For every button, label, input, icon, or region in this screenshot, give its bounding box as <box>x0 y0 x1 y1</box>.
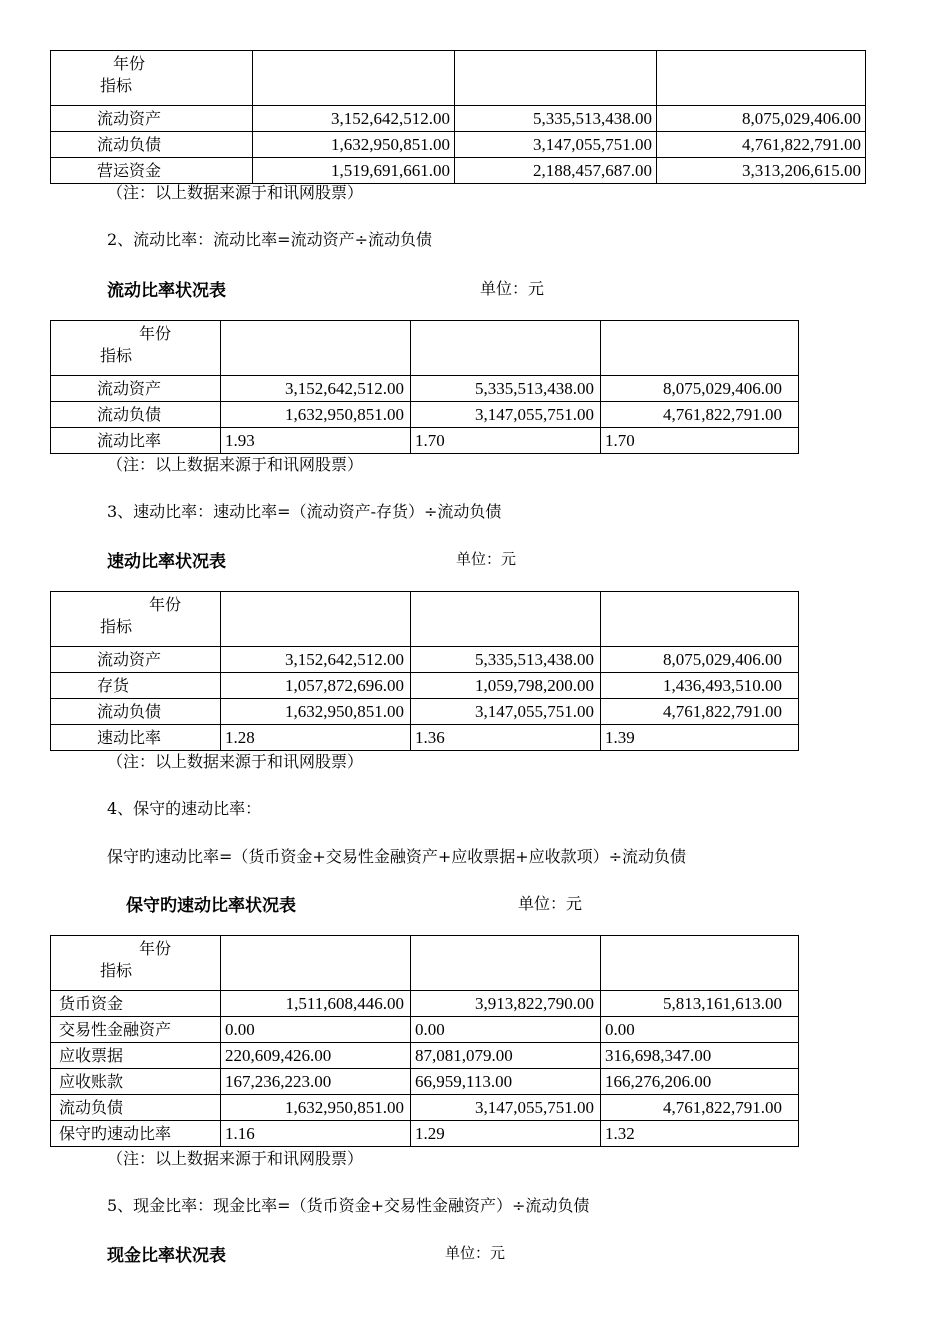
value-cell: 8,075,029,406.00 <box>601 376 799 402</box>
conservative-quick-ratio-table <box>50 935 799 1147</box>
empty-year-cell <box>221 321 411 376</box>
table-row <box>51 402 799 428</box>
table-row <box>51 376 799 402</box>
empty-year-cell <box>411 936 601 991</box>
value-cell: 3,152,642,512.00 <box>253 106 455 132</box>
value-cell: 4,761,822,791.00 <box>601 1095 799 1121</box>
value-cell: 1,632,950,851.00 <box>221 402 411 428</box>
row-label: 流动比率 <box>51 428 221 454</box>
empty-year-cell <box>601 321 799 376</box>
source-note: （注：以上数据来源于和讯网股票） <box>107 455 364 474</box>
value-cell: 5,335,513,438.00 <box>455 106 657 132</box>
value-cell: 1.70 <box>411 428 601 454</box>
unit-label: 单位：元 <box>445 1244 506 1262</box>
value-cell: 1.32 <box>601 1121 799 1147</box>
indicator-label: 指标 <box>100 76 133 95</box>
value-cell: 0.00 <box>601 1017 799 1043</box>
table-row <box>51 991 799 1017</box>
row-label: 营运资金 <box>51 158 253 184</box>
current-ratio-table <box>50 320 799 454</box>
empty-year-cell <box>221 936 411 991</box>
row-label: 应收票据 <box>51 1043 221 1069</box>
value-cell: 1,632,950,851.00 <box>221 699 411 725</box>
cash-ratio-table-title: 现金比率状况表 <box>107 1246 226 1266</box>
year-label: 年份 <box>139 324 172 343</box>
empty-year-cell <box>657 51 866 106</box>
value-cell: 1.28 <box>221 725 411 751</box>
value-cell: 5,335,513,438.00 <box>411 647 601 673</box>
value-cell: 4,761,822,791.00 <box>601 402 799 428</box>
value-cell: 2,188,457,687.00 <box>455 158 657 184</box>
row-label: 流动资产 <box>51 376 221 402</box>
quick-ratio-table-title: 速动比率状况表 <box>107 552 226 572</box>
value-cell: 8,075,029,406.00 <box>601 647 799 673</box>
value-cell: 166,276,206.00 <box>601 1069 799 1095</box>
table-row <box>51 428 799 454</box>
row-label: 流动负债 <box>51 132 253 158</box>
header-cell <box>51 321 221 376</box>
cash-ratio-formula: 5、现金比率：现金比率=（货币资金+交易性金融资产）÷流动负债 <box>107 1196 590 1215</box>
current-ratio-table-title: 流动比率状况表 <box>107 281 226 301</box>
value-cell: 3,313,206,615.00 <box>657 158 866 184</box>
value-cell: 1,059,798,200.00 <box>411 673 601 699</box>
header-cell <box>51 936 221 991</box>
value-cell: 4,761,822,791.00 <box>601 699 799 725</box>
value-cell: 87,081,079.00 <box>411 1043 601 1069</box>
source-note: （注：以上数据来源于和讯网股票） <box>107 752 364 771</box>
row-label: 应收账款 <box>51 1069 221 1095</box>
table-row <box>51 725 799 751</box>
indicator-label: 指标 <box>100 961 133 980</box>
value-cell: 1,632,950,851.00 <box>221 1095 411 1121</box>
value-cell: 8,075,029,406.00 <box>657 106 866 132</box>
value-cell: 1.70 <box>601 428 799 454</box>
row-label: 流动资产 <box>51 647 221 673</box>
value-cell: 3,147,055,751.00 <box>411 1095 601 1121</box>
value-cell: 0.00 <box>221 1017 411 1043</box>
year-label: 年份 <box>139 939 172 958</box>
empty-year-cell <box>601 592 799 647</box>
value-cell: 1,057,872,696.00 <box>221 673 411 699</box>
value-cell: 220,609,426.00 <box>221 1043 411 1069</box>
value-cell: 3,913,822,790.00 <box>411 991 601 1017</box>
value-cell: 0.00 <box>411 1017 601 1043</box>
value-cell: 1,632,950,851.00 <box>253 132 455 158</box>
conservative-quick-ratio-heading: 4、保守的速动比率： <box>107 799 262 818</box>
conservative-quick-ratio-table-title: 保守旳速动比率状况表 <box>126 896 296 916</box>
indicator-label: 指标 <box>100 346 133 365</box>
value-cell: 316,698,347.00 <box>601 1043 799 1069</box>
indicator-label: 指标 <box>100 617 133 636</box>
value-cell: 1.93 <box>221 428 411 454</box>
table-row <box>51 1017 799 1043</box>
value-cell: 167,236,223.00 <box>221 1069 411 1095</box>
value-cell: 4,761,822,791.00 <box>657 132 866 158</box>
row-label: 货币资金 <box>51 991 221 1017</box>
header-cell <box>51 592 221 647</box>
quick-ratio-formula: 3、速动比率：速动比率=（流动资产-存货）÷流动负债 <box>107 502 502 521</box>
unit-label: 单位：元 <box>480 279 545 298</box>
unit-label: 单位：元 <box>456 550 517 568</box>
conservative-quick-ratio-formula: 保守旳速动比率=（货币资金+交易性金融资产+应收票据+应收款项）÷流动负债 <box>107 847 687 866</box>
table-row <box>51 106 866 132</box>
source-note: （注：以上数据来源于和讯网股票） <box>107 183 364 202</box>
source-note: （注：以上数据来源于和讯网股票） <box>107 1149 364 1168</box>
value-cell: 5,813,161,613.00 <box>601 991 799 1017</box>
table-row <box>51 699 799 725</box>
empty-year-cell <box>411 321 601 376</box>
year-label: 年份 <box>149 595 182 614</box>
current-ratio-formula: 2、流动比率：流动比率=流动资产÷流动负债 <box>107 230 432 249</box>
empty-year-cell <box>411 592 601 647</box>
value-cell: 1.36 <box>411 725 601 751</box>
value-cell: 3,147,055,751.00 <box>411 402 601 428</box>
table-row <box>51 1121 799 1147</box>
row-label: 流动负债 <box>51 699 221 725</box>
quick-ratio-table <box>50 591 799 751</box>
table-row <box>51 132 866 158</box>
row-label: 保守旳速动比率 <box>51 1121 221 1147</box>
value-cell: 5,335,513,438.00 <box>411 376 601 402</box>
empty-year-cell <box>601 936 799 991</box>
value-cell: 3,152,642,512.00 <box>221 376 411 402</box>
row-label: 速动比率 <box>51 725 221 751</box>
table-row <box>51 1043 799 1069</box>
row-label: 流动负债 <box>51 1095 221 1121</box>
value-cell: 66,959,113.00 <box>411 1069 601 1095</box>
row-label: 流动资产 <box>51 106 253 132</box>
value-cell: 1,511,608,446.00 <box>221 991 411 1017</box>
unit-label: 单位：元 <box>518 894 583 913</box>
table-row <box>51 647 799 673</box>
row-label: 存货 <box>51 673 221 699</box>
empty-year-cell <box>221 592 411 647</box>
table-row <box>51 673 799 699</box>
value-cell: 1,519,691,661.00 <box>253 158 455 184</box>
value-cell: 1.29 <box>411 1121 601 1147</box>
row-label: 交易性金融资产 <box>51 1017 221 1043</box>
value-cell: 1.39 <box>601 725 799 751</box>
value-cell: 3,152,642,512.00 <box>221 647 411 673</box>
header-cell <box>51 51 253 106</box>
value-cell: 3,147,055,751.00 <box>455 132 657 158</box>
table-row <box>51 1095 799 1121</box>
row-label: 流动负债 <box>51 402 221 428</box>
value-cell: 1,436,493,510.00 <box>601 673 799 699</box>
empty-year-cell <box>455 51 657 106</box>
working-capital-table <box>50 50 866 184</box>
value-cell: 3,147,055,751.00 <box>411 699 601 725</box>
empty-year-cell <box>253 51 455 106</box>
year-label: 年份 <box>113 54 146 73</box>
table-row <box>51 1069 799 1095</box>
value-cell: 1.16 <box>221 1121 411 1147</box>
